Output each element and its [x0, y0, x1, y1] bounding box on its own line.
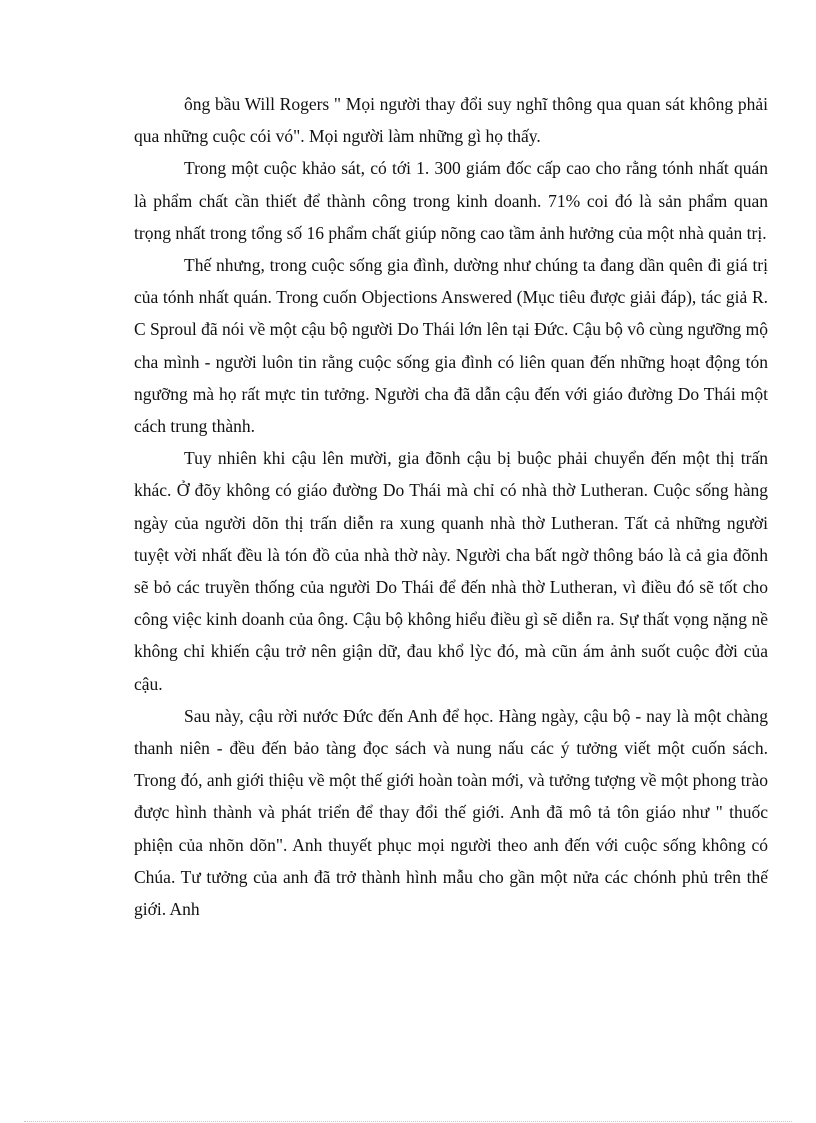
paragraph-4: Tuy nhiên khi cậu lên mười, gia đõnh cậu bị buộc phải chuyển đến một thị trấn khác. Ở đõy không có giáo đường Do Thái mà chỉ có nhà thờ Lutheran. Cuộc sống hàng ngày của người dõn thị trấn diễn ra xung quanh nhà thờ Lutheran. Tất cả những người tuyệt vời nhất đều là tón đồ của nhà thờ này. Người cha bất ngờ thông báo là cả gia đõnh sẽ bỏ các truyền thống của người Do Thái để đến nhà thờ Lutheran, vì điều đó sẽ tốt cho công việc kinh doanh của ông. Cậu bộ không hiểu điều gì sẽ diễn ra. Sự thất vọng nặng nề không chỉ khiến cậu trở nên giận dữ, đau khổ lỳc đó, mà cũn ám ảnh suốt cuộc đời của cậu.: [134, 448, 768, 694]
paragraph-3: Thế nhưng, trong cuộc sống gia đình, dường như chúng ta đang dần quên đi giá trị của tónh nhất quán. Trong cuốn Objections Answered (Mục tiêu được giải đáp), tác giả R. C Sproul đã nói về một cậu bộ người Do Thái lớn lên tại Đức. Cậu bộ vô cùng ngưỡng mộ cha mình - người luôn tin rằng cuộc sống gia đình có liên quan đến những hoạt động tón ngưỡng mà họ rất mực tin tưởng. Người cha đã dẫn cậu đến với giáo đường Do Thái một cách trung thành.: [134, 255, 768, 437]
page-bottom-divider: [24, 1121, 792, 1122]
paragraph-5: Sau này, cậu rời nước Đức đến Anh để học. Hàng ngày, cậu bộ - nay là một chàng thanh niên - đều đến bảo tàng đọc sách và nung nấu các ý tưởng viết một cuốn sách. Trong đó, anh giới thiệu về một thế giới hoàn toàn mới, và tưởng tượng về một phong trào được hình thành và phát triển để thay đổi thế giới. Anh đã mô tả tôn giáo như " thuốc phiện của nhõn dõn". Anh thuyết phục mọi người theo anh đến với cuộc sống không có Chúa. Tư tưởng của anh đã trở thành hình mẫu cho gần một nửa các chónh phủ trên thế giới. Anh: [134, 705, 768, 920]
paragraph-2: Trong một cuộc khảo sát, có tới 1. 300 giám đốc cấp cao cho rằng tónh nhất quán là phẩm chất cần thiết để thành công trong kinh doanh. 71% coi đó là sản phẩm quan trọng nhất trong tổng số 16 phẩm chất giúp nõng cao tầm ảnh hưởng của một nhà quản trị.: [134, 158, 768, 243]
document-body: [134, 88, 768, 925]
paragraph-1: ông bầu Will Rogers " Mọi người thay đổi suy nghĩ thông qua quan sát không phải qua những cuộc cói vó". Mọi người làm những gì họ thấy.: [134, 94, 768, 147]
